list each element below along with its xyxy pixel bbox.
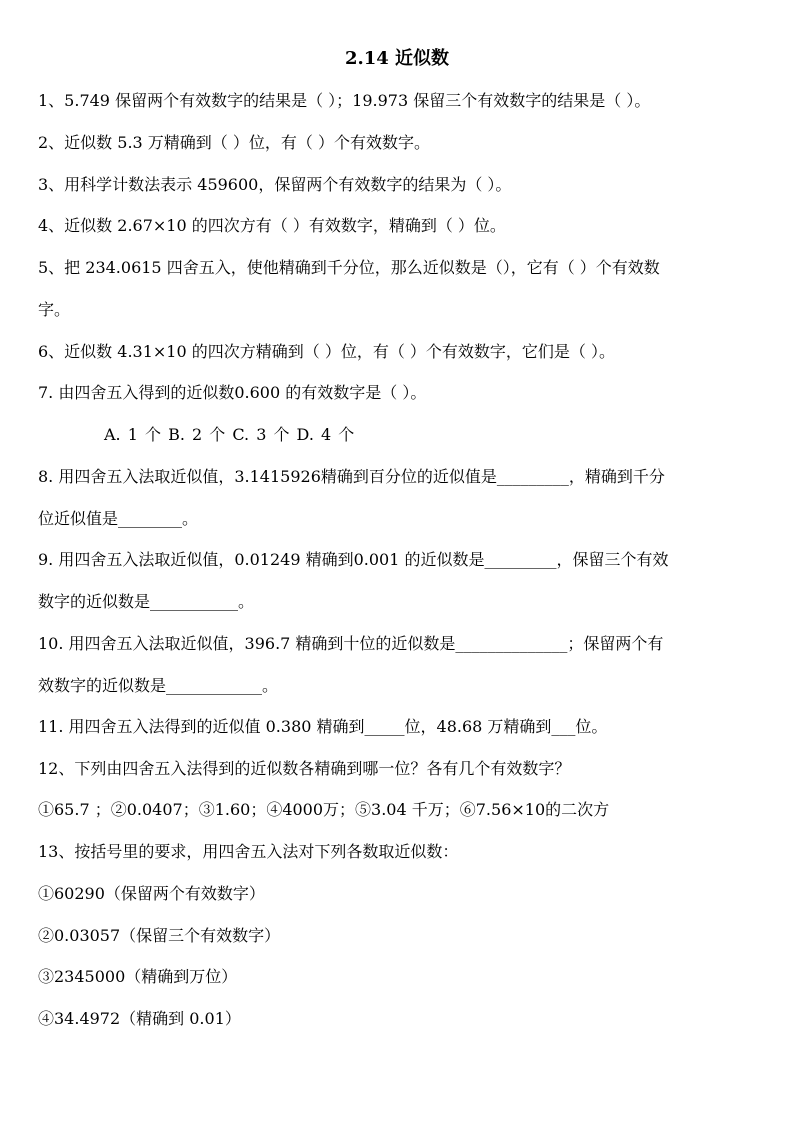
question-11: 11. 用四舍五入法得到的近似值 0.380 精确到_____位，48.68 万精确到___位。 xyxy=(38,717,608,736)
question-13-item-1: ①60290（保留两个有效数字） xyxy=(38,884,265,903)
question-2: 2、近似数 5.3 万精确到（ ）位，有（ ）个有效数字。 xyxy=(38,133,430,152)
question-1: 1、5.749 保留两个有效数字的结果是（ ）；19.973 保留三个有效数字的结果是（ ）。 xyxy=(38,91,651,110)
question-8: 8. 用四舍五入法取近似值，3.1415926精确到百分位的近似值是_________，精确到千分 xyxy=(38,467,665,486)
page-title: 2.14 近似数 xyxy=(344,48,450,69)
question-9-continued: 数字的近似数是___________。 xyxy=(38,592,255,611)
question-13: 13、按括号里的要求，用四舍五入法对下列各数取近似数： xyxy=(38,842,459,861)
question-7: 7. 由四舍五入得到的近似数0.600 的有效数字是（ ）。 xyxy=(38,383,427,402)
question-10-continued: 效数字的近似数是____________。 xyxy=(38,676,279,695)
question-5: 5、把 234.0615 四舍五入，使他精确到千分位，那么近似数是（），它有（ ）个有效数 xyxy=(38,258,660,277)
question-8-continued: 位近似值是________。 xyxy=(38,509,199,528)
question-13-item-3: ③2345000（精确到万位） xyxy=(38,967,238,986)
question-10: 10. 用四舍五入法取近似值，396.7 精确到十位的近似数是______________；保留两个有 xyxy=(38,634,664,653)
question-9: 9. 用四舍五入法取近似值，0.01249 精确到0.001 的近似数是_________，保留三个有效 xyxy=(38,550,669,569)
question-13-item-4: ④34.4972（精确到 0.01） xyxy=(38,1009,241,1028)
question-13-item-2: ②0.03057（保留三个有效数字） xyxy=(38,926,281,945)
question-7-options: A. 1 个 B. 2 个 C. 3 个 D. 4 个 xyxy=(104,425,355,444)
question-5-continued: 字。 xyxy=(38,300,71,319)
question-12: 12、下列由四舍五入法得到的近似数各精确到哪一位？各有几个有效数字？ xyxy=(38,759,571,778)
question-3: 3、用科学计数法表示 459600，保留两个有效数字的结果为（ ）。 xyxy=(38,175,512,194)
question-6: 6、近似数 4.31×10 的四次方精确到（ ）位，有（ ）个有效数字，它们是（ ）。 xyxy=(38,342,616,361)
question-12-items: ①65.7 ；②0.0407；③1.60；④4000万；⑤3.04 千万；⑥7.56×10的二次方 xyxy=(38,800,610,819)
question-4: 4、近似数 2.67×10 的四次方有（ ）有效数字，精确到（ ）位。 xyxy=(38,216,506,235)
